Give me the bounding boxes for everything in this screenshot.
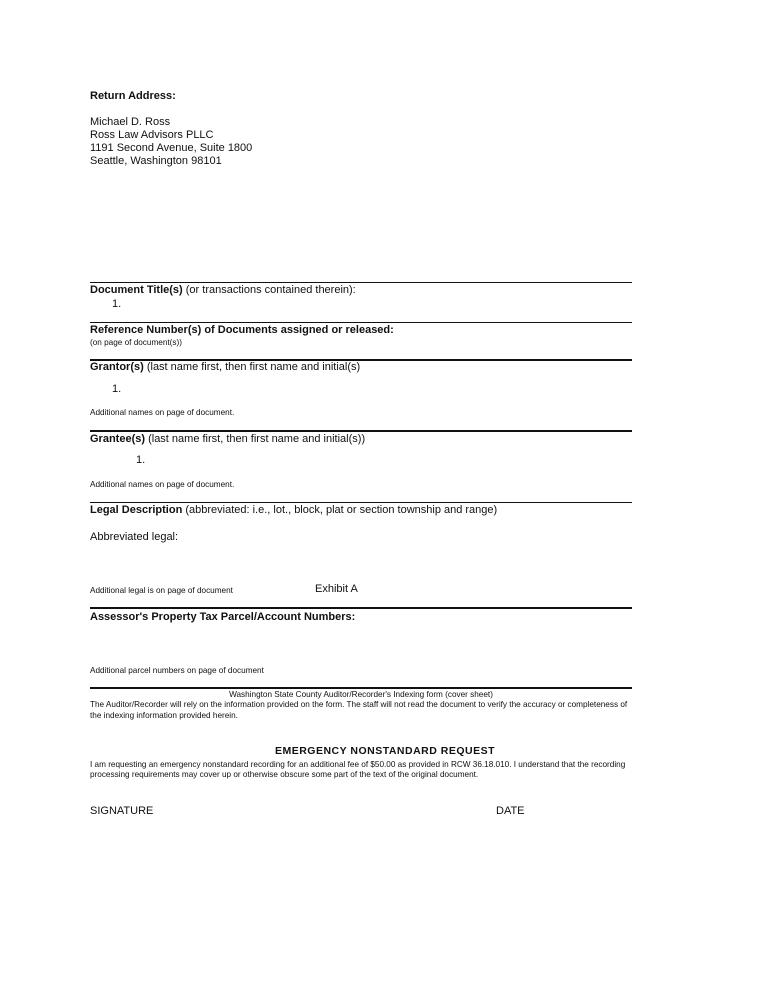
grantees-heading-row [90, 433, 365, 445]
emergency-text-line-1: I am requesting an emergency nonstandard recording for an additional fee of $50.00 as provided in RCW 36.18.010. I understand that the recording [90, 760, 626, 769]
rule-reference-numbers [90, 322, 632, 323]
assessor-additional: Additional parcel numbers on page of document [90, 666, 264, 675]
assessor-heading: Assessor's Property Tax Parcel/Account Numbers: [90, 611, 356, 623]
emergency-title: EMERGENCY NONSTANDARD REQUEST [274, 745, 496, 757]
legal-description-heading-row [90, 504, 497, 516]
footer-notice-text-line-1: The Auditor/Recorder will rely on the information provided on the form. The staff will not read the document to verify the accuracy or completeness of [90, 700, 628, 709]
return-address-label: Return Address: [90, 90, 176, 102]
grantees-additional: Additional names on page of document. [90, 480, 235, 489]
grantors-heading-note: (last name first, then first name and initial(s) [143, 361, 361, 373]
document-titles-heading: Document Title(s) [90, 284, 183, 296]
grantors-additional: Additional names on page of document. [90, 408, 235, 417]
return-address-line-name: Michael D. Ross [90, 116, 171, 128]
document-titles-item-1: 1. [112, 298, 122, 310]
reference-numbers-heading: Reference Number(s) of Documents assigned or released: [90, 324, 394, 336]
return-address-line-city: Seattle, Washington 98101 [90, 155, 222, 167]
footer-notice-text-line-2: the indexing information provided herein. [90, 711, 238, 720]
footer-notice-title: Washington State County Auditor/Recorder's Indexing form (cover sheet) [229, 690, 493, 699]
reference-numbers-note: (on page of document(s)) [90, 338, 182, 347]
rule-grantees [90, 430, 632, 432]
legal-description-heading-note: (abbreviated: i.e., lot., block, plat or section township and range) [182, 504, 498, 516]
emergency-text-line-2: processing requirements may cover up or otherwise obscure some part of the text of the original document. [90, 770, 479, 779]
grantors-heading: Grantor(s) [90, 361, 144, 373]
return-address-line-firm: Ross Law Advisors PLLC [90, 129, 214, 141]
rule-document-titles [90, 282, 632, 283]
legal-description-heading: Legal Description [90, 504, 183, 516]
legal-description-additional: Additional legal is on page of document [90, 586, 233, 595]
abbreviated-legal-label: Abbreviated legal: [90, 531, 179, 543]
grantors-heading-row [90, 361, 360, 373]
exhibit-label: Exhibit A [315, 583, 358, 595]
return-address-line-street: 1191 Second Avenue, Suite 1800 [90, 142, 253, 154]
grantees-heading: Grantee(s) [90, 433, 146, 445]
signature-label: SIGNATURE [90, 805, 154, 817]
rule-legal-description [90, 502, 632, 503]
document-titles-heading-row [90, 284, 356, 296]
date-label: DATE [496, 805, 525, 817]
rule-assessor [90, 607, 632, 609]
grantees-item-1: 1. [136, 454, 146, 466]
grantees-heading-note: (last name first, then first name and initial(s)) [145, 433, 366, 445]
rule-footer-notice [90, 687, 632, 689]
document-titles-heading-note: (or transactions contained therein): [182, 284, 356, 296]
grantors-item-1: 1. [112, 383, 122, 395]
